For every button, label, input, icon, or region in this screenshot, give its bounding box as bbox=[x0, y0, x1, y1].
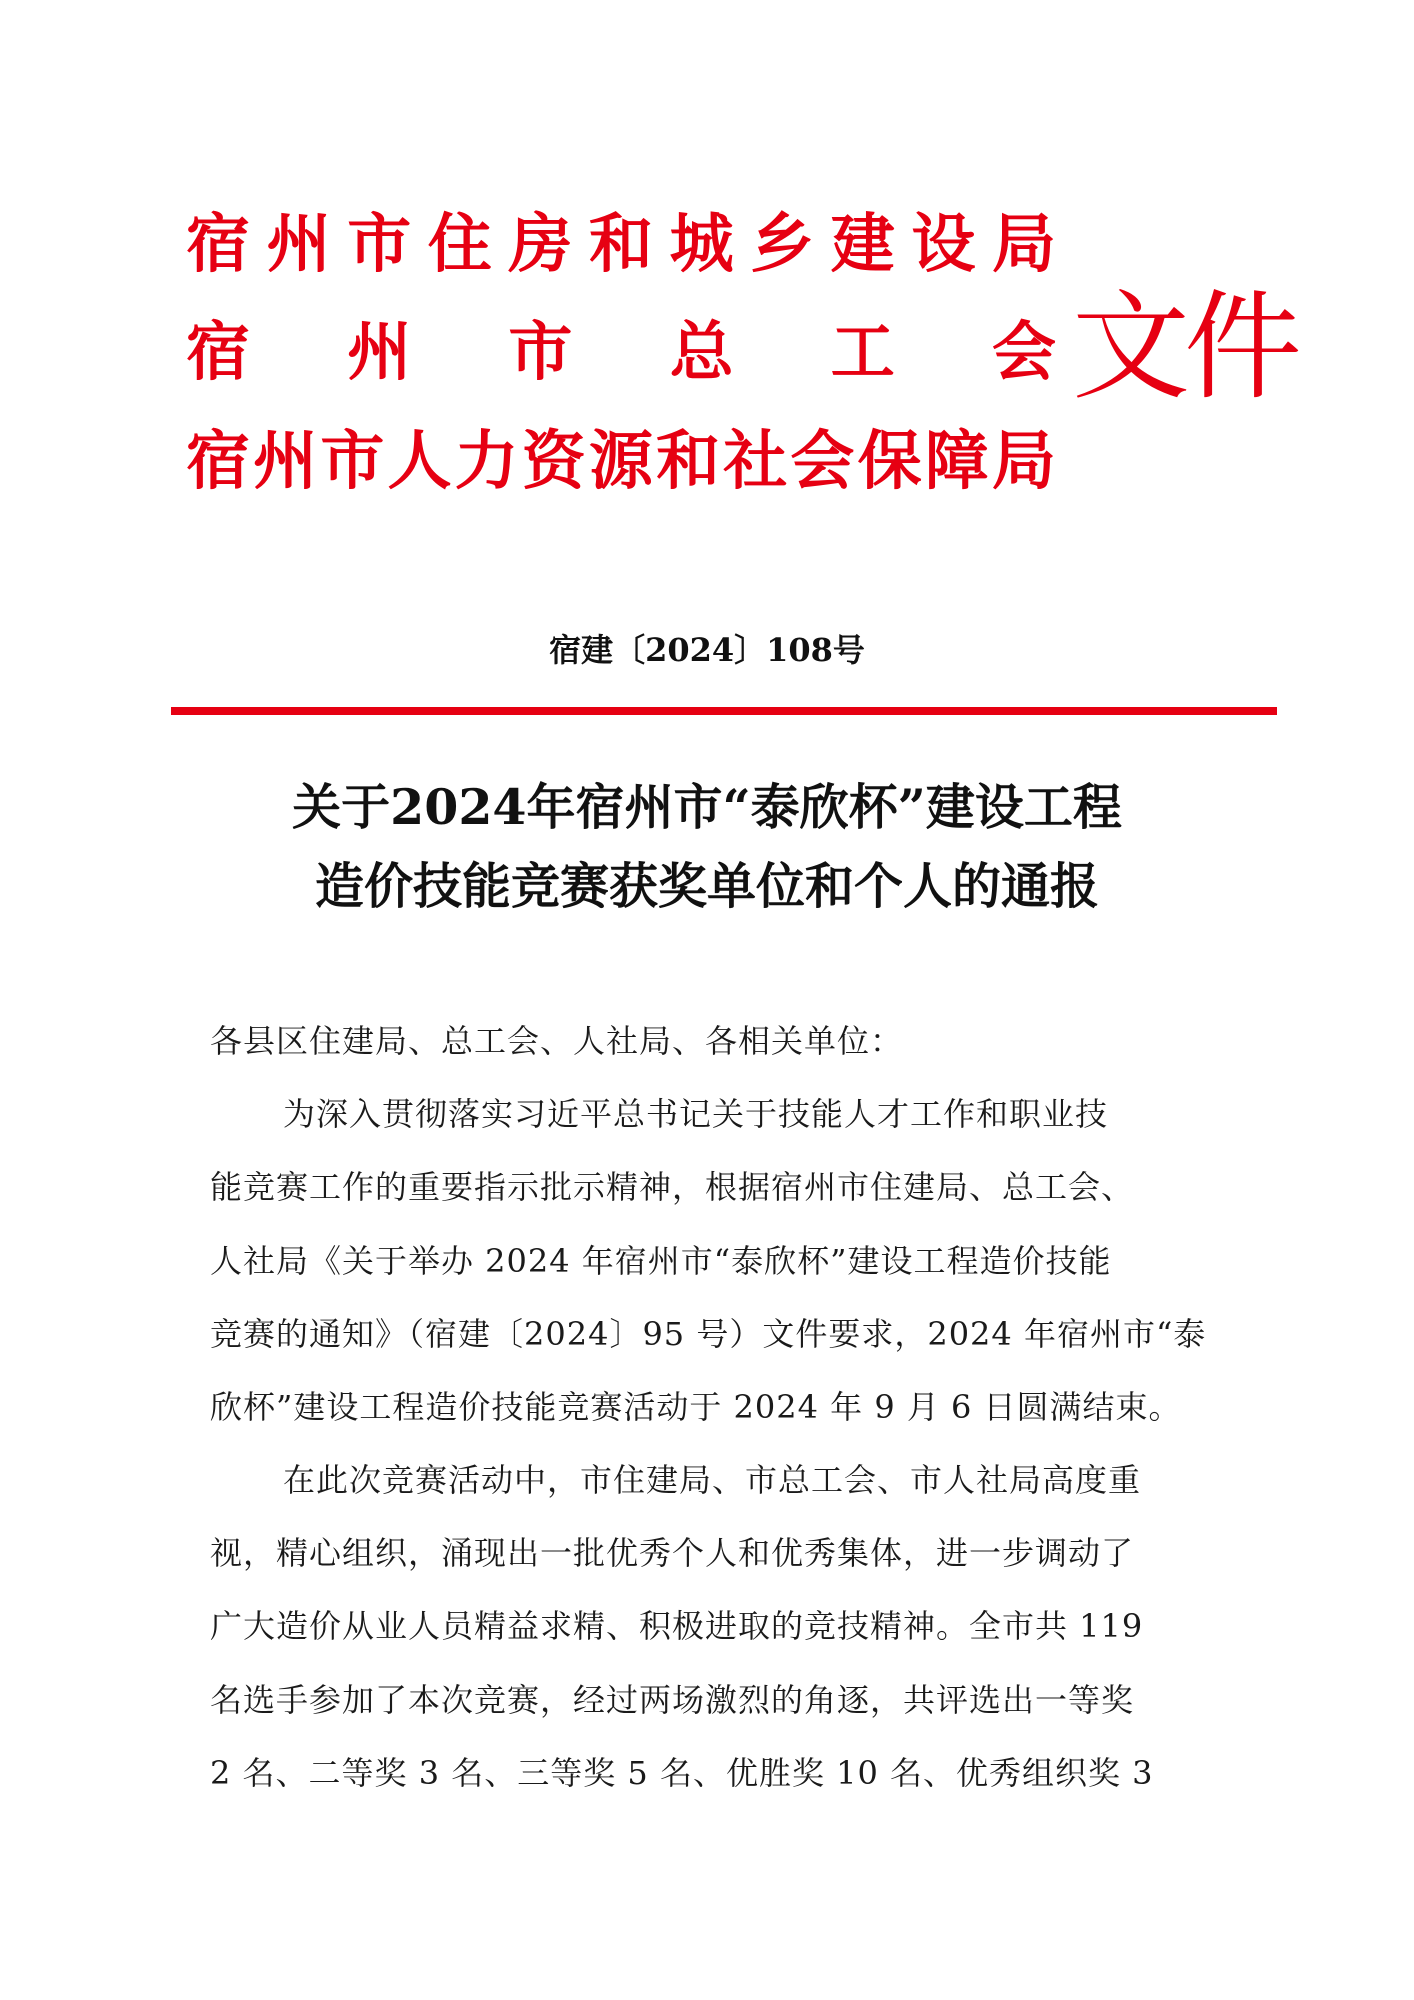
issuer-char: 和 bbox=[588, 208, 653, 282]
body-text-line: 能竞赛工作的重要指示批示精神，根据宿州市住建局、总工会、 bbox=[210, 1168, 1135, 1206]
issuer-char: 工 bbox=[830, 316, 895, 390]
issuer-char: 社 bbox=[723, 425, 788, 499]
issuer-hr-bureau bbox=[186, 422, 1056, 502]
issuer-trade-union bbox=[186, 313, 1056, 393]
body-text-line: 2 名、二等奖 3 名、三等奖 5 名、优胜奖 10 名、优秀组织奖 3 bbox=[210, 1754, 1154, 1792]
issuer-char: 州 bbox=[347, 316, 412, 390]
issuer-char: 局 bbox=[991, 425, 1056, 499]
issuer-char: 宿 bbox=[186, 425, 250, 499]
issuer-char: 人 bbox=[387, 425, 452, 499]
issuer-char: 资 bbox=[521, 425, 586, 499]
document-number: 宿建〔2024〕108号 bbox=[549, 631, 865, 669]
issuer-char: 州 bbox=[253, 425, 318, 499]
issuer-char: 保 bbox=[857, 425, 922, 499]
issuer-char: 房 bbox=[508, 208, 573, 282]
issuer-char: 乡 bbox=[750, 208, 815, 282]
issuer-char: 局 bbox=[991, 208, 1056, 282]
document-label: 文件 bbox=[1072, 278, 1297, 416]
issuer-char: 设 bbox=[911, 208, 976, 282]
body-text-line: 欣杯”建设工程造价技能竞赛活动于 2024 年 9 月 6 日圆满结束。 bbox=[210, 1388, 1182, 1426]
issuer-housing-bureau bbox=[186, 205, 1056, 285]
body-text-line: 广大造价从业人员精益求精、积极进取的竞技精神。全市共 119 bbox=[210, 1607, 1144, 1645]
issuer-char: 总 bbox=[669, 316, 734, 390]
notice-title-line-2: 造价技能竞赛获奖单位和个人的通报 bbox=[314, 857, 1099, 915]
issuer-char: 力 bbox=[454, 425, 519, 499]
issuer-char: 会 bbox=[790, 425, 855, 499]
body-text-line: 竞赛的通知》（宿建〔2024〕95 号）文件要求，2024 年宿州市“泰 bbox=[210, 1315, 1207, 1353]
issuer-char: 会 bbox=[991, 316, 1056, 390]
issuer-char: 州 bbox=[266, 208, 331, 282]
issuer-char: 市 bbox=[508, 316, 573, 390]
body-text-line: 视，精心组织，涌现出一批优秀个人和优秀集体，进一步调动了 bbox=[210, 1534, 1135, 1572]
body-text-line: 人社局《关于举办 2024 年宿州市“泰欣杯”建设工程造价技能 bbox=[210, 1242, 1112, 1280]
issuer-char: 城 bbox=[669, 208, 734, 282]
body-text-line: 名选手参加了本次竞赛，经过两场激烈的角逐，共评选出一等奖 bbox=[210, 1681, 1135, 1719]
issuer-char: 住 bbox=[427, 208, 492, 282]
issuer-char: 建 bbox=[830, 208, 895, 282]
issuer-char: 宿 bbox=[186, 208, 250, 282]
issuer-char: 市 bbox=[347, 208, 412, 282]
issuer-char: 宿 bbox=[186, 316, 250, 390]
issuer-char: 市 bbox=[320, 425, 385, 499]
body-text-line: 为深入贯彻落实习近平总书记关于技能人才工作和职业技 bbox=[283, 1095, 1109, 1133]
salutation: 各县区住建局、总工会、人社局、各相关单位： bbox=[210, 1022, 904, 1060]
notice-title-line-1: 关于2024年宿州市“泰欣杯”建设工程 bbox=[292, 778, 1122, 836]
issuer-char: 障 bbox=[924, 425, 989, 499]
issuer-char: 和 bbox=[656, 425, 721, 499]
issuer-char: 源 bbox=[588, 425, 653, 499]
body-text-line: 在此次竞赛活动中，市住建局、市总工会、市人社局高度重 bbox=[283, 1461, 1142, 1499]
red-header-divider bbox=[171, 707, 1277, 715]
